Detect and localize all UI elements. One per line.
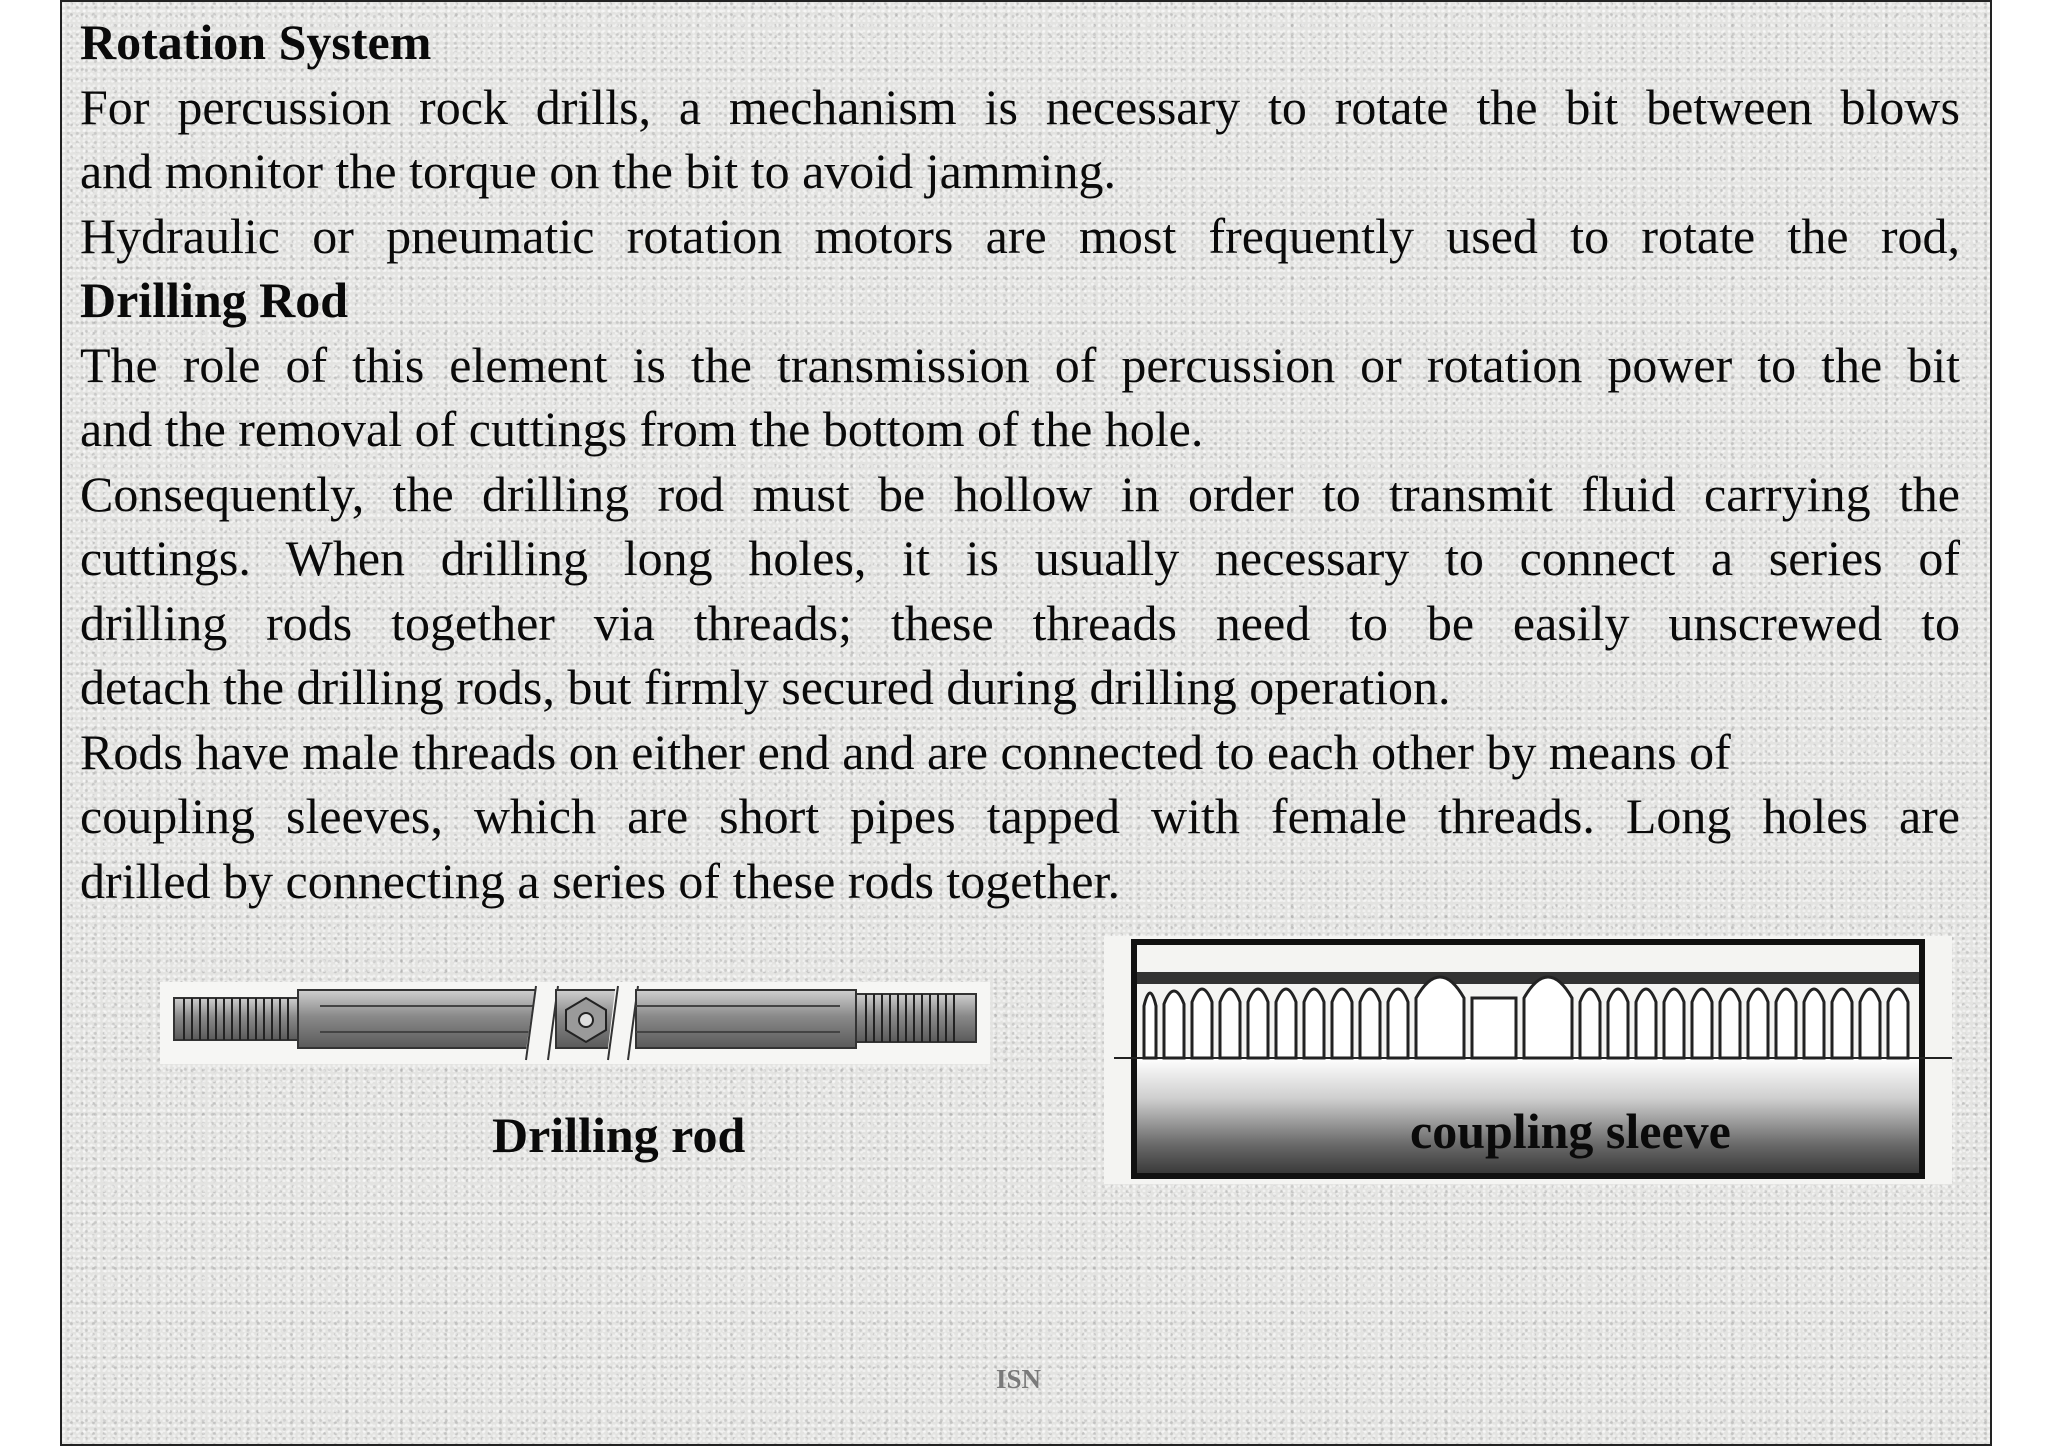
footer-label: ISN (996, 1364, 1042, 1394)
rod-para-1-line-2: and the removal of cuttings from the bottom of the hole. (80, 401, 1204, 457)
rod-para-2-line-2: cuttings. When drilling long holes, it is usually necessary to connect a series of (80, 530, 1960, 586)
drilling-rod-caption: Drilling rod (492, 1107, 746, 1163)
rod-para-2-line-1: Consequently, the drilling rod must be hollow in order to transmit fluid carrying the (80, 465, 1960, 522)
drilling-rod-figure (160, 982, 990, 1064)
heading-rotation-system: Rotation System (80, 14, 432, 70)
rotation-para-2-line-1: Hydraulic or pneumatic rotation motors are most frequently used to rotate the rod, (80, 207, 1960, 264)
rod-para-1-line-1: The role of this element is the transmission of percussion or rotation power to the bit (80, 336, 1960, 393)
rotation-para-1-line-1: For percussion rock drills, a mechanism is necessary to rotate the bit between blows (80, 78, 1960, 135)
rod-para-2-line-3: drilling rods together via threads; these threads need to be easily unscrewed to (80, 594, 1960, 651)
rod-para-3-line-2: coupling sleeves, which are short pipes tapped with female threads. Long holes are (80, 788, 1960, 844)
coupling-sleeve-caption: coupling sleeve (1410, 1103, 1731, 1159)
rod-para-2-line-4: detach the drilling rods, but firmly secured during drilling operation. (80, 659, 1451, 715)
slide-body-text (80, 10, 1960, 913)
rod-para-3-line-3: drilled by connecting a series of these rods together. (80, 852, 1120, 909)
slide (60, 0, 1992, 1446)
heading-drilling-rod: Drilling Rod (80, 272, 349, 328)
rod-para-3-line-1: Rods have male threads on either end and are connected to each other by means of (80, 723, 1731, 780)
drilling-rod-illustration-icon (160, 982, 990, 1064)
rotation-para-1-line-2: and monitor the torque on the bit to avoid jamming. (80, 143, 1116, 199)
